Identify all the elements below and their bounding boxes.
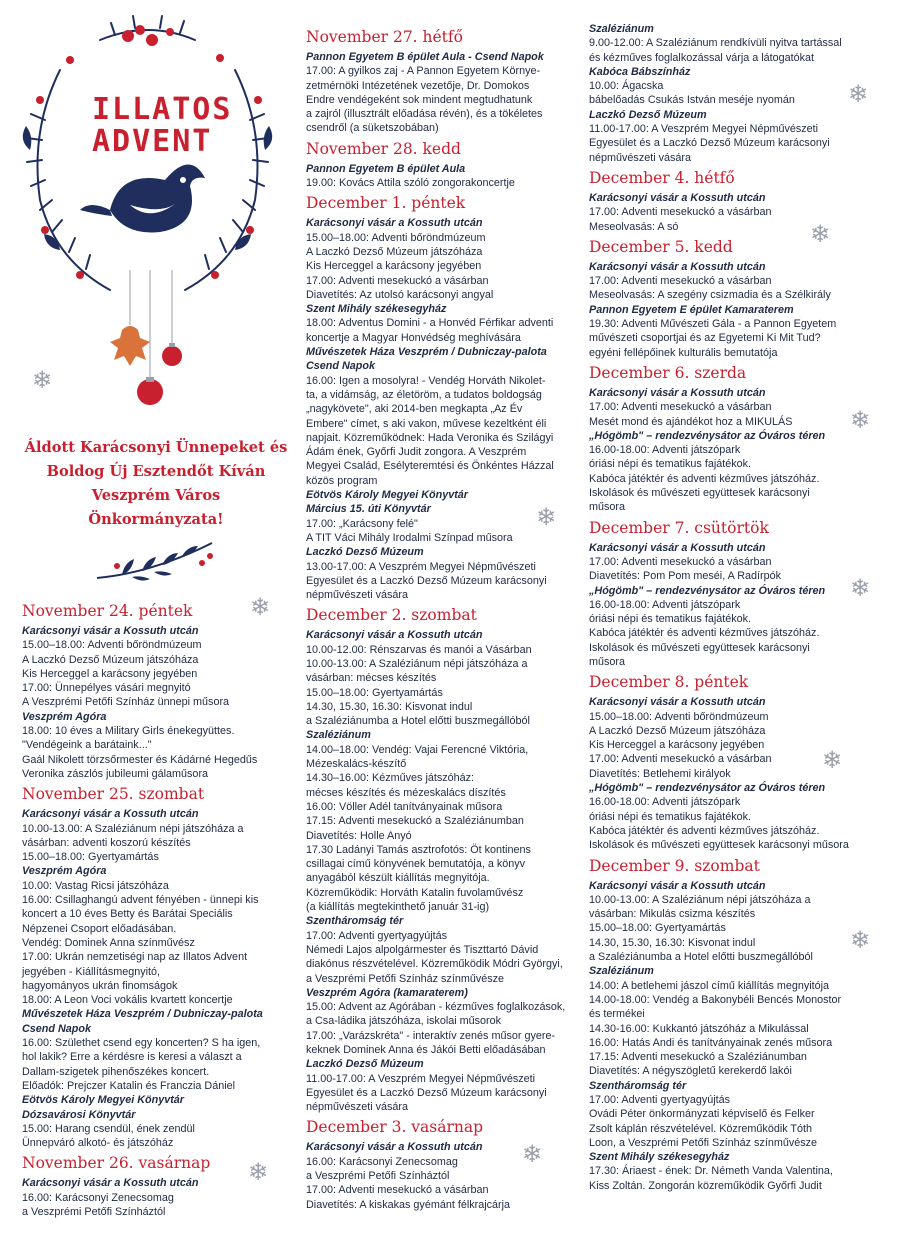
event-line: 16.00-18.00: Adventi játszópark [589,444,741,457]
event-line: 14.30–16.00: Kézműves játszóház: [306,772,475,785]
event-line: Kabóca játéktér és adventi kézműves játszóház. [589,824,820,837]
day-heading: December 3. vasárnap [306,1118,484,1137]
event-line: koncert a 10 éves Betty és Barátai Speciális [22,908,233,921]
event-line: vásárban: adventi koszorú készítés [22,836,191,849]
event-line: 9.00-12.00: A Szaléziánum rendkívüli nyitva tartással [589,37,842,50]
snowflake-icon: ❄ [850,406,871,434]
snowflake-icon: ❄ [850,926,871,954]
venue-name: Kabóca Bábszínház [589,65,691,78]
venue-name: Dózsavárosi Könyvtár [22,1108,136,1121]
event-line: Némedi Lajos alpolgármester és Tiszttartó Dávid [306,943,539,956]
venue-name: Pannon Egyetem B épület Aula [306,162,466,175]
event-line: "Vendégeink a barátaink..." [22,739,152,752]
event-line: 15.00–18.00: Adventi bőröndmúzeum [589,710,769,723]
event-line: 17.00: Adventi mesekuckó a vásárban [589,555,772,568]
event-line: anyagából készült kiállítás megnyitója. [306,872,490,885]
event-line: és kézműves foglalkozással várja a látogatókat [589,51,815,64]
venue-name: Szentháromság tér [589,1079,687,1092]
event-line: Egyesület és a Laczkó Dezső Múzeum karácsonyi [306,1086,547,1099]
event-line: 16.00: Völler Adél tanítványainak műsora [306,800,503,813]
event-line: csendről (a süketszobában) [306,122,439,135]
event-line: 17.00: „Karácsony felé" [306,517,418,530]
event-line: bábelőadás Csukás István meséje nyomán [589,94,795,107]
venue-name: Szent Mihály székesegyház [306,303,447,316]
event-line: 17.00: „Varázskréta" - interaktív zenés műsor gyere- [306,1029,556,1042]
venue-name: Csend Napok [22,1022,91,1035]
event-line: 16.00: Karácsonyi Zenecsomag [306,1155,458,1168]
event-line: óriási népi és tematikus fajátékok. [589,613,752,626]
snowflake-icon: ❄ [850,574,871,602]
event-line: Meseolvasás: A só [589,220,679,233]
event-line: Ádám ének, Győrfi Judit zongora. A Veszprém [306,446,527,459]
event-line: Vendég: Dominek Anna színművész [22,936,195,949]
venue-name: Karácsonyi vásár a Kossuth utcán [306,1141,483,1154]
event-line: Egyesület és a Laczkó Dezső Múzeum karácsonyi [306,574,547,587]
event-line: 18.00: A Leon Voci vokális kvartett koncertje [22,994,233,1007]
event-line: 14.00–18.00: Vendég: Vajai Ferencné Viktória, [306,743,529,756]
event-line: 10.00: Vastag Ricsi játszóháza [22,879,169,892]
event-line: Diavetítés: Holle Anyó [306,829,412,842]
event-line: 19.00: Kovács Attila szóló zongorakoncertje [306,177,515,190]
venue-name: Eötvös Károly Megyei Könyvtár [306,489,469,502]
event-line: óriási népi és tematikus fajátékok. [589,458,752,471]
venue-name: Karácsonyi vásár a Kossuth utcán [306,629,483,642]
logo-title-line1: ILLATOS [92,92,233,127]
sprig-decoration-icon [92,528,222,588]
venue-name: Karácsonyi vásár a Kossuth utcán [22,625,199,637]
event-line: 13.00-17.00: A Veszprém Megyei Népművészeti [306,560,536,573]
day-heading: November 25. szombat [22,785,205,804]
event-line: zetmérnöki Intézetének vezetője, Dr. Domokos [306,79,530,92]
day-heading: December 7. csütörtök [589,518,769,537]
day-heading: December 4. hétfő [589,168,735,187]
event-line: 14.30, 15.30, 16.30: Kisvonat indul [306,700,473,713]
day-section [589,855,874,1194]
snowflake-icon: ❄ [536,503,557,531]
event-line: Loon, a Veszprémi Petőfi Színház színművésze [589,1136,818,1149]
event-line: mécses készítés és mézeskalács díszítés [306,786,506,799]
event-line: 15.00–18.00: Gyertyamártás [22,851,159,864]
venue-name: Csend Napok [306,360,375,373]
event-line: Egyesület és a Laczkó Dezső Múzeum karácsonyi [589,137,830,150]
venue-name: Karácsonyi vásár a Kossuth utcán [589,191,766,204]
illatos-advent-logo [0,0,295,420]
venue-name: Veszprém Agóra [22,865,107,878]
event-line: 15.00: Harang csendül, ének zendül [22,1122,195,1135]
event-line: népművészeti vására [589,151,692,164]
event-line: 17.15: Adventi mesekuckó a Szaléziánumban [589,1051,807,1064]
event-line: 16.00: Születhet csend egy koncerten? S ha igen, [22,1037,261,1050]
event-line: Kis Herceggel a karácsony jegyében [306,260,482,273]
day-heading: December 5. kedd [589,237,733,256]
event-line: A Laczkó Dezső Múzeum játszóháza [22,653,199,666]
venue-name: Laczkó Dezső Múzeum [306,546,424,559]
event-line: 17.30: Áriaest - ének: Dr. Németh Vanda Valentina, [589,1165,833,1178]
event-line: Endre vendégeként sok mindent megtudhatunk [306,93,533,106]
event-line: a Veszprémi Petőfi Színháztól [22,1205,166,1218]
day-heading: November 26. vasárnap [22,1154,211,1173]
event-line: Kabóca játéktér és adventi kézműves játszóház. [589,472,820,485]
event-line: Közreműködik: Horváth Katalin fuvolaművész [306,886,524,899]
event-line: művészeti csoportjai és az Egyetemi Ki Mit Tud? [589,332,821,345]
event-line: Ovádi Péter önkormányzati képviselő és Felker [589,1108,815,1121]
event-line: napjait. Közreműködnek: Hada Veronika és Szilágyi [306,431,554,444]
day-section [306,26,581,136]
venue-name: „Hógömb" – rendezvénysátor az Óváros téren [589,429,826,442]
event-line: csillagai című könyvének bemutatója, a könyv [306,858,526,871]
venue-name: Szent Mihály székesegyház [589,1151,730,1164]
event-line: Zsolt káplán részvételével. Közreműködik Tóth [589,1122,813,1135]
event-line: Iskolások és művészeti együttesek karácsonyi [589,641,810,654]
greeting-line: Áldott Karácsonyi Ünnepeket és [24,439,288,456]
event-line: keknek Dominek Anna és Jákói Betti előadásában [306,1044,546,1056]
day-heading: November 27. hétfő [306,28,463,46]
event-line: 10.00-13.00: A Szaléziánum népi játszóháza a [22,822,244,835]
venue-name: „Hógömb" – rendezvénysátor az Óváros téren [589,584,826,597]
event-line: 17.00: Adventi mesekuckó a vásárban [589,753,772,766]
venue-name: Karácsonyi vásár a Kossuth utcán [22,808,199,821]
event-line: 17.00: Adventi gyertyagyújtás [306,929,448,942]
snowflake-icon: ❄ [32,366,53,394]
event-line: 17.15: Adventi mesekuckó a Szaléziánumban [306,815,524,828]
event-line: Diavetítés: Pom Pom meséi, A Radírpók [589,570,782,583]
event-line: Népzenei Csoport előadásában. [22,922,177,935]
event-line: 17.00: Adventi mesekuckó a vásárban [589,275,772,288]
event-line: 17.00: Adventi mesekuckó a vásárban [589,401,772,414]
event-line: hol lakik? Erre a kérdésre is keresi a választ a [22,1051,242,1064]
event-line: a Veszprémi Petőfi Színháztól [306,1170,450,1183]
event-line: 10.00-12.00: Rénszarvas és manói a Vásárban [306,643,532,656]
event-line: 17.00: Adventi mesekuckó a vásárban [306,1184,489,1197]
event-line: vásárban: mécses készítés [306,672,437,685]
event-line: Ünnepváró alkotó- és játszóház [22,1137,174,1150]
venue-name: Veszprém Agóra [22,710,107,723]
middle-column [306,24,581,1214]
event-line: 17.30 Ladányi Tamás asztrofotós: Öt kontinens [306,843,531,856]
event-line: Diavetítés: A négyszögletű kerekerdő lakói [589,1065,792,1078]
event-line: 14.30, 15.30, 16.30: Kisvonat indul [589,936,756,949]
snowflake-icon: ❄ [822,746,843,774]
snowflake-icon: ❄ [522,1140,543,1168]
event-line: koncertje a Magyar Honvédség meghívására [306,331,521,344]
event-line: 19.30: Adventi Művészeti Gála - a Pannon Egyetem [589,318,837,331]
day-section [306,138,581,191]
event-line: Diavetítés: A kiskakas gyémánt félkrajcárja [306,1198,511,1211]
logo-title-line2: ADVENT [92,124,213,159]
day-section-continued [589,22,874,165]
event-line: 16.00-18.00: Adventi játszópark [589,796,741,809]
event-line: Előadók: Prejczer Katalin és Franczia Dániel [22,1079,236,1092]
event-line: Veronika zászlós jubileumi gálaműsora [22,767,209,780]
left-events [22,598,290,1221]
snowflake-icon: ❄ [848,80,869,108]
day-heading: December 2. szombat [306,606,477,625]
greeting-line: Boldog Új Esztendőt Kíván [46,463,266,480]
event-line: 16.00: Csillaghangú advent fényében - ünnepi kis [22,894,259,907]
event-line: A Laczkó Dezső Múzeum játszóháza [589,724,766,737]
event-line: egyéni fellépőinek kulturális bemutatója [589,346,778,359]
event-line: Meseolvasás: A szegény csizmadia és a Szélkirály [589,289,831,302]
event-line: 18.00: Adventus Domini - a Honvéd Férfikar adventi [306,317,554,330]
event-line: Kabóca játéktér és adventi kézműves játszóház. [589,627,820,640]
greeting-text [22,436,290,532]
day-heading: December 1. péntek [306,194,466,213]
venue-name: Pannon Egyetem E épület Kamaraterem [589,303,794,316]
event-line: 16.00-18.00: Adventi játszópark [589,598,741,611]
venue-name: Karácsonyi vásár a Kossuth utcán [589,696,766,709]
venue-name: Pannon Egyetem B épület Aula - Csend Napok [306,51,544,63]
greeting-line: Veszprém Város Önkormányzata! [88,487,224,528]
snowflake-icon: ❄ [810,220,831,248]
day-section [589,167,874,234]
event-line: Iskolások és művészeti együttesek karácsonyi műsora [589,839,849,852]
venue-name: Szaléziánum [589,965,654,978]
event-line: 10.00-13.00: A Szaléziánum népi játszóháza a [306,657,528,670]
event-line: 15.00–18.00: Gyertyamártás [306,686,443,699]
event-line: 15.00–18.00: Gyertyamártás [589,922,726,935]
day-section [589,362,874,515]
venue-name: Laczkó Dezső Múzeum [306,1058,424,1071]
event-line: A Veszprémi Petőfi Színház ünnepi műsora [22,696,230,709]
snowflake-icon: ❄ [250,593,271,621]
event-line: Diavetítés: Betlehemi királyok [589,767,731,780]
event-line: 10.00: Ágacska [589,80,664,93]
event-line: Kis Herceggel a karácsony jegyében [22,667,198,680]
event-line: műsora [589,655,626,668]
event-line: Dallam-szigetek pihenőszékes koncert. [22,1065,210,1078]
day-section [306,604,581,1114]
snowflake-icon: ❄ [248,1158,269,1186]
right-column [589,22,874,1195]
venue-name: Művészetek Háza Veszprém / Dubniczay-palota [306,346,547,359]
event-line: a Szaléziánumba a Hotel előtti buszmegállóból [306,715,530,728]
event-line: és termékei [589,1008,645,1021]
event-line: Iskolások és művészeti együttesek karácsonyi [589,487,810,500]
event-line: „nagykövete", aki 2014-ben megkapta „Az Év [306,403,523,416]
event-line: népművészeti vására [306,589,409,602]
day-heading: December 6. szerda [589,363,747,382]
venue-name: Karácsonyi vásár a Kossuth utcán [22,1177,199,1190]
event-line: A TIT Váci Mihály Irodalmi Színpad műsora [306,531,513,544]
event-line: Kiss Zoltán. Zongorán közreműködik Győrfi Judit [589,1179,822,1192]
event-line: 11.00-17.00: A Veszprém Megyei Népművészeti [589,123,819,136]
venue-name: Szentháromság tér [306,915,404,928]
venue-name: Karácsonyi vásár a Kossuth utcán [589,541,766,554]
event-line: jegyében - Kiállításmegnyitó, [22,965,161,978]
event-line: 17.00: A gyilkos zaj - A Pannon Egyetem Környe- [306,65,541,78]
event-line: (a kiállítás megtekinthető január 31-ig) [306,901,490,914]
event-line: Megyei Család, Esélyteremtési és Önkéntes Házzal [306,460,554,473]
event-line: 15.00–18.00: Adventi bőröndmúzeum [22,639,202,652]
event-line: A Laczkó Dezső Múzeum játszóháza [306,245,483,258]
event-line: a Szaléziánumba a Hotel előtti buszmegállóból [589,951,813,964]
event-line: 17.00: Adventi mesekuckó a vásárban [589,206,772,219]
event-line: óriási népi és tematikus fajátékok. [589,810,752,823]
event-line: a zajról (illusztrált előadása révén), és a tökéletes [306,108,543,121]
venue-name: Karácsonyi vásár a Kossuth utcán [306,217,483,230]
venue-name: Karácsonyi vásár a Kossuth utcán [589,260,766,273]
event-line: 17.00: Ukrán nemzetiségi nap az Illatos Advent [22,951,248,964]
event-line: 16.00: Hatás Andi és tanítványainak zenés műsora [589,1036,833,1049]
event-line: Embere" címet, s aki vakon, művese kezeltként éli [306,417,547,430]
event-line: 14.30-16.00: Kukkantó játszóház a Mikulással [589,1022,809,1035]
event-line: 14.00: A betlehemi jászol című kiállítás megnyitója [589,979,830,992]
event-line: Kis Herceggel a karácsony jegyében [589,739,765,752]
event-line: vásárban: Mikulás csizma készítés [589,908,756,921]
event-line: diakónus részvételével. Közreműködik Módri Györgyi, [306,958,563,971]
venue-name: Laczkó Dezső Múzeum [589,108,707,121]
day-heading: December 9. szombat [589,856,760,875]
event-line: 11.00-17.00: A Veszprém Megyei Népművészeti [306,1072,536,1085]
day-section [589,517,874,670]
event-line: hagyományos ukrán finomságok [22,979,178,992]
event-line: 15.00: Advent az Agórában - kézműves foglalkozások, [306,1001,566,1014]
event-line: közös program [306,474,378,487]
day-section [22,783,290,1150]
event-line: 18.00: 10 éves a Military Girls énekegyüttes. [22,725,235,738]
venue-name: Szaléziánum [589,23,654,35]
venue-name: Művészetek Háza Veszprém / Dubniczay-palota [22,1008,263,1021]
event-line: ta, a vidámság, az életöröm, a tudatos boldogság [306,388,542,401]
venue-name: Szaléziánum [306,729,371,742]
event-line: népművészeti vására [306,1101,409,1114]
event-line: 17.00: Ünnepélyes vásári megnyitó [22,682,191,695]
venue-name: Karácsonyi vásár a Kossuth utcán [589,879,766,892]
day-heading: November 24. péntek [22,602,193,620]
venue-name: Március 15. úti Könyvtár [306,503,431,516]
day-section [306,192,581,602]
event-line: a Veszprémi Petőfi Színház színművésze [306,972,505,985]
venue-name: Veszprém Agóra (kamaraterem) [306,986,468,999]
event-line: 15.00–18.00: Adventi bőröndmúzeum [306,231,486,244]
event-line: a Csa-ládika játszóháza, iskolai műsorok [306,1015,502,1028]
day-section [589,236,874,360]
event-line: 17.00: Adventi mesekuckó a vásárban [306,274,489,287]
event-line: Diavetítés: Az utolsó karácsonyi angyal [306,288,494,301]
event-line: 16.00: Igen a mosolyra! - Vendég Horváth Nikolet- [306,374,546,387]
event-line: 17.00: Adventi gyertyagyújtás [589,1094,731,1106]
day-heading: November 28. kedd [306,139,461,158]
venue-name: Karácsonyi vásár a Kossuth utcán [589,386,766,399]
event-line: 14.00-18.00: Vendég a Bakonybéli Bencés Monostor [589,993,842,1006]
event-line: Gaál Nikolett törzsőrmester és Kádárné Hegedűs [22,753,258,766]
event-line: Mézeskalács-készítő [306,758,407,771]
event-line: 10.00-13.00: A Szaléziánum népi játszóháza a [589,893,811,906]
day-heading: December 8. péntek [589,673,749,692]
event-line: Mesét mond és ajándékot hoz a MIKULÁS [589,415,793,428]
day-section [22,600,290,781]
event-line: műsora [589,501,626,514]
venue-name: „Hógömb" – rendezvénysátor az Óváros téren [589,782,826,795]
event-line: 16.00: Karácsonyi Zenecsomag [22,1191,174,1204]
venue-name: Eötvös Károly Megyei Könyvtár [22,1094,185,1107]
